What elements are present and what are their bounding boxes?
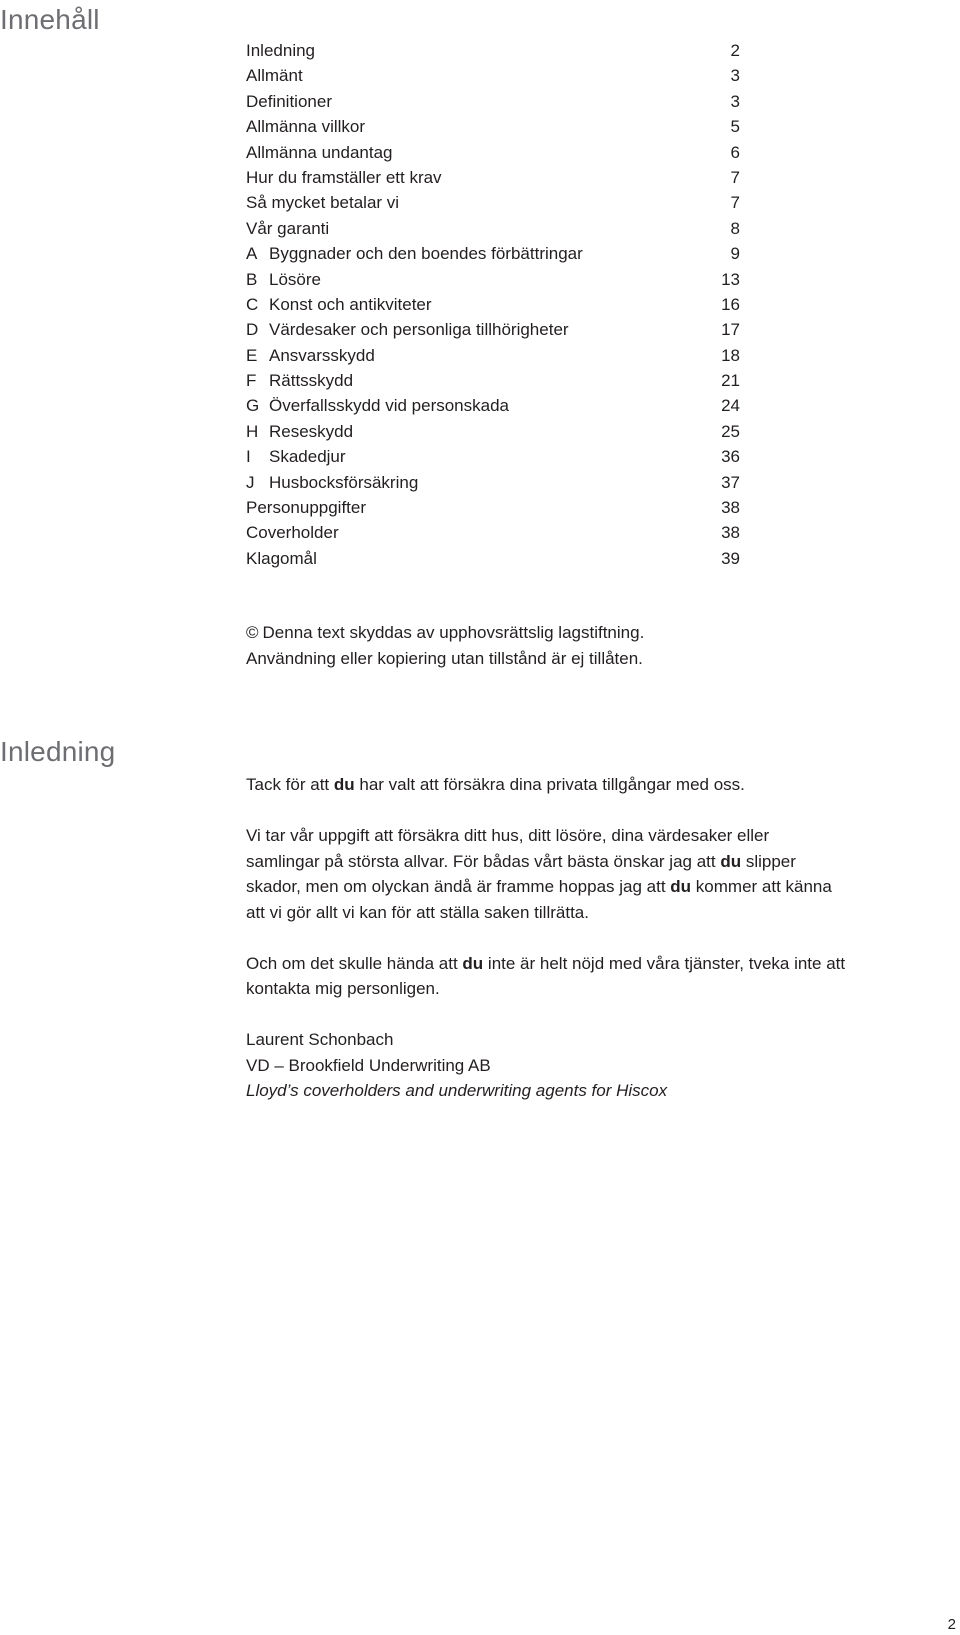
toc-item-label: Byggnader och den boendes förbättringar xyxy=(269,244,583,264)
toc-item-label: Värdesaker och personliga tillhörigheter xyxy=(269,320,569,340)
toc-item-page: 16 xyxy=(721,294,740,314)
toc-item[interactable] xyxy=(246,419,740,444)
intro-body xyxy=(246,772,846,1104)
toc-item-letter: B xyxy=(246,269,258,289)
toc-item-label: Husbocksförsäkring xyxy=(269,472,419,492)
toc-item-page: 7 xyxy=(730,167,740,187)
toc-item-letter: D xyxy=(246,320,259,340)
toc-item-page: 25 xyxy=(721,421,740,441)
signature-tagline: Lloyd’s coverholders and underwriting agents for Hiscox xyxy=(246,1081,668,1100)
toc-item-label: Vår garanti xyxy=(246,218,330,238)
toc-item[interactable] xyxy=(246,495,740,520)
toc-item-page: 24 xyxy=(721,396,740,416)
text-run: kommer att känna att vi gör allt vi kan för att ställa saken tillrätta. xyxy=(246,877,832,922)
toc-item-page: 8 xyxy=(730,218,740,238)
toc-item[interactable] xyxy=(246,216,740,241)
text-run: har valt att försäkra dina privata tillgångar med oss. xyxy=(354,775,745,794)
copyright-line-1 xyxy=(246,620,886,646)
toc-item-label: Hur du framställer ett krav xyxy=(246,167,442,187)
toc-item-letter: A xyxy=(246,244,258,264)
toc-item[interactable] xyxy=(246,267,740,292)
copyright-icon: © xyxy=(246,623,259,642)
toc-item-page: 17 xyxy=(721,320,740,340)
toc-item-label: Överfallsskydd vid personskada xyxy=(269,396,510,416)
toc-item-letter: I xyxy=(246,447,251,467)
toc-item-label: Så mycket betalar vi xyxy=(246,193,400,213)
toc-item[interactable] xyxy=(246,368,740,393)
toc-item[interactable] xyxy=(246,470,740,495)
toc-item-label: Allmänna villkor xyxy=(246,117,366,137)
toc-item[interactable] xyxy=(246,292,740,317)
copyright-text-1: Denna text skyddas av upphovsrättslig lagstiftning. xyxy=(262,623,645,642)
toc-item-page: 38 xyxy=(721,523,740,543)
toc-item-page: 9 xyxy=(730,244,740,264)
emphasis: du xyxy=(462,953,484,973)
toc-item-page: 2 xyxy=(730,41,740,60)
toc-item[interactable] xyxy=(246,520,740,545)
table-of-contents xyxy=(246,38,740,571)
signature-name: Laurent Schonbach xyxy=(246,1030,394,1049)
toc-item-page: 21 xyxy=(721,371,740,391)
toc-item-label: Reseskydd xyxy=(269,421,354,441)
toc-item-label: Coverholder xyxy=(246,523,339,543)
toc-item-page: 18 xyxy=(721,345,740,365)
toc-item-page: 13 xyxy=(721,269,740,289)
emphasis: du xyxy=(720,851,742,871)
text-run: Och om det skulle hända att xyxy=(246,953,463,973)
toc-item-page: 3 xyxy=(730,91,740,111)
copyright-notice xyxy=(246,620,886,671)
toc-item-letter: F xyxy=(246,371,257,391)
toc-item[interactable] xyxy=(246,317,740,342)
toc-item-letter: C xyxy=(246,294,259,314)
intro-paragraph-1 xyxy=(246,772,846,798)
toc-item-label: Personuppgifter xyxy=(246,498,367,518)
toc-item[interactable] xyxy=(246,546,740,571)
toc-item-label: Ansvarsskydd xyxy=(269,345,375,365)
page-number: 2 xyxy=(947,1616,956,1633)
toc-item-label: Inledning xyxy=(246,41,316,60)
text-run: Vi tar vår uppgift att försäkra ditt hus, ditt lösöre, dina värdesaker eller samlingar på största allvar. För bådas vårt bästa önskar jag att xyxy=(246,826,770,871)
toc-item-label: Rättsskydd xyxy=(269,371,354,391)
toc-item[interactable] xyxy=(246,393,740,418)
toc-item-page: 38 xyxy=(721,498,740,518)
toc-item-page: 6 xyxy=(730,142,740,162)
toc-item-page: 36 xyxy=(721,447,740,467)
toc-item-page: 39 xyxy=(721,548,740,568)
toc-item[interactable] xyxy=(246,38,740,63)
toc-item[interactable] xyxy=(246,114,740,139)
toc-item[interactable] xyxy=(246,63,740,88)
text-run: slipper skador, men om olyckan ändå är framme hoppas jag att xyxy=(246,851,796,896)
toc-item-page: 5 xyxy=(730,117,740,137)
toc-item-letter: E xyxy=(246,345,258,365)
toc-item[interactable] xyxy=(246,165,740,190)
toc-item[interactable] xyxy=(246,190,740,215)
emphasis: du xyxy=(670,877,692,896)
toc-item[interactable] xyxy=(246,444,740,469)
toc-item-label: Lösöre xyxy=(269,269,321,289)
intro-paragraph-3 xyxy=(246,951,846,1002)
toc-item[interactable] xyxy=(246,89,740,114)
intro-paragraph-2 xyxy=(246,823,846,925)
toc-item-label: Allmänna undantag xyxy=(246,142,393,162)
toc-item-label: Konst och antikviteter xyxy=(269,294,432,314)
signature-block xyxy=(246,1027,846,1104)
toc-item-label: Skadedjur xyxy=(269,447,346,467)
toc-item-page: 3 xyxy=(730,66,740,86)
toc-item-letter: J xyxy=(246,472,255,492)
toc-item[interactable] xyxy=(246,343,740,368)
signature-role: VD – Brookfield Underwriting AB xyxy=(246,1055,491,1075)
text-run: Tack för att xyxy=(246,775,334,794)
toc-item[interactable] xyxy=(246,241,740,266)
toc-item-label: Definitioner xyxy=(246,91,332,111)
toc-item-page: 37 xyxy=(721,472,740,492)
toc-item-letter: G xyxy=(246,396,260,416)
toc-item[interactable] xyxy=(246,140,740,165)
toc-item-letter: H xyxy=(246,421,259,441)
toc-item-page: 7 xyxy=(730,193,740,213)
emphasis: du xyxy=(333,775,355,794)
intro-title: Inledning xyxy=(0,736,116,767)
toc-item-label: Klagomål xyxy=(246,548,317,568)
copyright-line-2: Användning eller kopiering utan tillstånd är ej tillåten. xyxy=(246,648,643,668)
toc-item-label: Allmänt xyxy=(246,66,303,86)
toc-title: Innehåll xyxy=(0,4,100,35)
text-run: inte är helt nöjd med våra tjänster, tveka inte att kontakta mig personligen. xyxy=(246,953,846,998)
